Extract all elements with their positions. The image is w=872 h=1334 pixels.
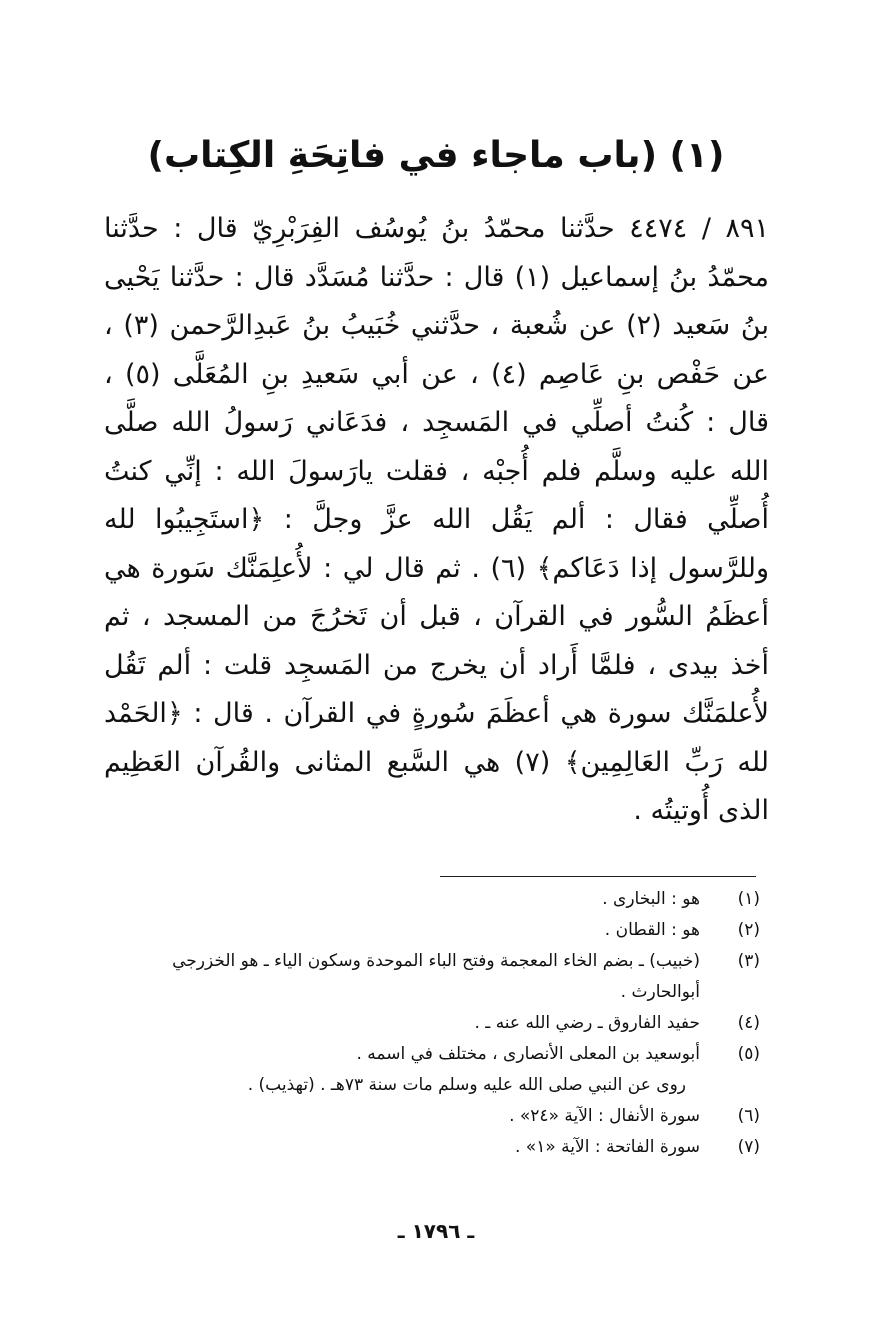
footnote-2: [96, 915, 760, 946]
footnote-divider: [440, 876, 756, 877]
footnote-line: أبوسعيد بن المعلى الأنصارى ، مختلف في اسمه .: [356, 1044, 700, 1064]
footnote-line: سورة الفاتحة : الآية «١» .: [514, 1137, 700, 1157]
footnote-6: [96, 1101, 760, 1132]
footnote-3: [96, 946, 760, 1008]
footnote-text: [96, 1132, 700, 1163]
footnote-number: (٦): [737, 1106, 760, 1126]
footnote-7: [96, 1132, 760, 1163]
footnote-text: [96, 946, 700, 1008]
footnote-line: هو : القطان .: [604, 920, 700, 940]
footnote-1: [96, 884, 760, 915]
footnotes-list: [96, 884, 760, 1163]
hadith-text: ٨٩١ / ٤٤٧٤ حدَّثنا محمّدُ بنُ يُوسُف الفِرَبْرِيّ قال : حدَّثنا محمّدُ بنُ إسماعيل (١) قال : حدَّثنا مُسَدَّد قال : حدَّثنا يَحْيى بنُ سَعيد (٢) عن شُعبة ، حدَّثني خُبَيبُ بنُ عَبدِالرَّحمن (٣) ، عن حَفْص بنِ عَاصِم (٤) ، عن أبي سَعيدِ بنِ المُعَلَّى (٥) ، قال : كُنتُ أصلِّي في المَسجِد ، فدَعَاني رَسولُ الله صلَّى الله عليه وسلَّم فلم أُجبْه ، فقلت يارَسولَ الله : إنِّي كنتُ أُصلِّي فقال : ألم يَقُل الله عزَّ وجلَّ : ﴿استَجِيبُوا لله وللرَّسول إذا دَعَاكم﴾ (٦) . ثم قال لي : لأُعلِمَنَّك سَورة هي أعظَمُ السُّور في القرآن ، قبل أن تَخرُجَ من المسجد ، ثم أخذ بيدى ، فلمَّا أَراد أن يخرج من المَسجِد قلت : ألم تَقُل لأُعلمَنَّك سورة هي أعظَمَ سُورةٍ في القرآن . قال : ﴿الحَمْد لله رَبِّ العَالِمِين﴾ (٧) هي السَّبع المثانى والقُرآن العَظِيم الذى أُوتيتُه .: [104, 213, 770, 826]
footnote-text: [96, 1101, 700, 1132]
footnote-number: (١): [737, 889, 760, 909]
footnote-line: روى عن النبي صلى الله عليه وسلم مات سنة ٧٣هـ . (تهذيب) .: [247, 1075, 686, 1095]
footnote-4: [96, 1008, 760, 1039]
footnote-number: (٢): [737, 920, 760, 940]
footnote-5: [96, 1039, 760, 1101]
chapter-title: (١) (باب ماجاء في فاتِحَةِ الكِتاب): [147, 135, 725, 176]
footnote-number: (٤): [737, 1013, 760, 1033]
footnote-number: (٧): [737, 1137, 760, 1157]
footnote-line: أبوالحارث .: [620, 982, 700, 1002]
footnote-number: (٥): [737, 1044, 760, 1064]
footnote-text: [96, 1039, 700, 1101]
footnote-text: [96, 884, 700, 915]
footnote-number: (٣): [737, 951, 760, 971]
footnote-text: [96, 1008, 700, 1039]
footnote-line: حفيد الفاروق ـ رضي الله عنه ـ .: [474, 1013, 700, 1033]
footnote-line: هو : البخارى .: [602, 889, 700, 909]
footnote-line: (خبيب) ـ بضم الخاء المعجمة وفتح الباء الموحدة وسكون الياء ـ هو الخزرجي: [172, 951, 700, 971]
footnote-line: سورة الأنفال : الآية «٢٤» .: [509, 1106, 700, 1126]
footnote-text: [96, 915, 700, 946]
page-number: ـ ١٧٩٦ ـ: [397, 1219, 475, 1243]
